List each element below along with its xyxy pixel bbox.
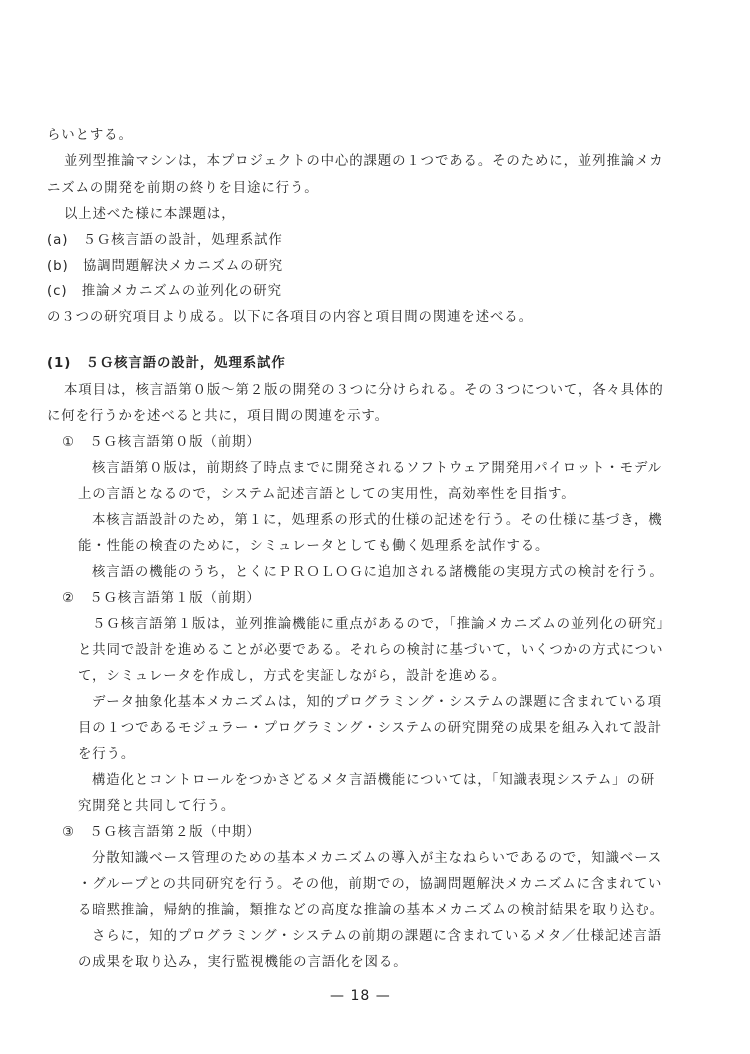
intro-item-c: (c) 推論メカニズムの並列化の研究	[47, 284, 282, 299]
intro-line-4: 以上述べた様に本課題は，	[64, 207, 236, 222]
sub1-line-2: 上の言語となるので，システム記述言語としての実用性，高効率性を目指す。	[78, 487, 576, 502]
sub3-heading: ③ ５Ｇ核言語第２版（中期）	[62, 825, 261, 840]
sub2-heading: ② ５Ｇ核言語第１版（前期）	[62, 591, 261, 606]
sub3-line-2: ・グループとの共同研究を行う。その他，前期での，協調問題解決メカニズムに含まれてい	[78, 877, 663, 892]
sub3-line-1: 分散知識ベース管理のための基本メカニズムの導入が主なねらいであるので，知識ベース	[92, 851, 663, 866]
sub2-line-1: ５Ｇ核言語第１版は，並列推論機能に重点があるので，「推論メカニズムの並列化の研究」	[92, 617, 671, 632]
sub3-line-3: る暗黙推論，帰納的推論，類推などの高度な推論の基本メカニズムの検討結果を取り込む。	[78, 903, 664, 918]
intro-line-5: の３つの研究項目より成る。以下に各項目の内容と項目間の関連を述べる。	[47, 310, 533, 325]
sub1-line-1: 核言語第０版は，前期終了時点までに開発されるソフトウェア開発用パイロット・モデル	[92, 461, 662, 476]
intro-item-b: (b) 協調問題解決メカニズムの研究	[47, 259, 284, 274]
sub2-line-3: て，シミュレータを作成し，方式を実証しながら，設計を進める。	[78, 669, 507, 684]
intro-line-1: らいとする。	[47, 128, 133, 143]
sub1-heading: ① ５Ｇ核言語第０版（前期）	[62, 435, 261, 450]
sub2-line-7: 構造化とコントロールをつかさどるメタ言語機能については，「知識表現システム」の研	[92, 773, 656, 788]
sub2-line-4: データ抽象化基本メカニズムは，知的プログラミング・システムの課題に含まれている項	[92, 695, 663, 710]
sub1-line-5: 核言語の機能のうち，とくにＰＲＯＬＯＧに追加される諸機能の実現方式の検討を行う。	[92, 565, 664, 580]
section1-para-line-2: に何を行うかを述べると共に，項目間の関連を示す。	[47, 409, 389, 424]
page-number: — 18 —	[330, 988, 391, 1004]
sub2-line-5: 目の１つであるモジュラー・プログラミング・システムの研究開発の成果を組み入れて設計	[78, 721, 663, 736]
sub1-line-4: 能・性能の検査のために，シミュレータとしても働く処理系を試作する。	[78, 539, 550, 554]
sub2-line-2: と共同で設計を進めることが必要である。それらの検討に基づいて，いくつかの方式につい	[78, 643, 664, 658]
sub1-line-3: 本核言語設計のため，第１に，処理系の形式的仕様の記述を行う。その仕様に基づき，機	[92, 513, 663, 528]
sub2-line-6: を行う。	[78, 747, 136, 762]
section1-heading: (1) ５Ｇ核言語の設計，処理系試作	[47, 356, 286, 371]
intro-line-2: 並列型推論マシンは，本プロジェクトの中心的課題の１つである。そのために，並列推論メカ	[64, 154, 664, 169]
intro-item-a: (a) ５Ｇ核言語の設計，処理系試作	[47, 233, 283, 248]
section1-para-line-1: 本項目は，核言語第０版～第２版の開発の３つに分けられる。その３つについて，各々具体的	[64, 383, 664, 398]
sub3-line-4: さらに，知的プログラミング・システムの前期の課題に含まれているメタ／仕様記述言語	[92, 929, 663, 944]
sub3-line-5: の成果を取り込み，実行監視機能の言語化を図る。	[78, 955, 408, 970]
sub2-line-8: 究開発と共同して行う。	[78, 799, 236, 814]
intro-line-3: ニズムの開発を前期の終りを目途に行う。	[47, 181, 319, 196]
